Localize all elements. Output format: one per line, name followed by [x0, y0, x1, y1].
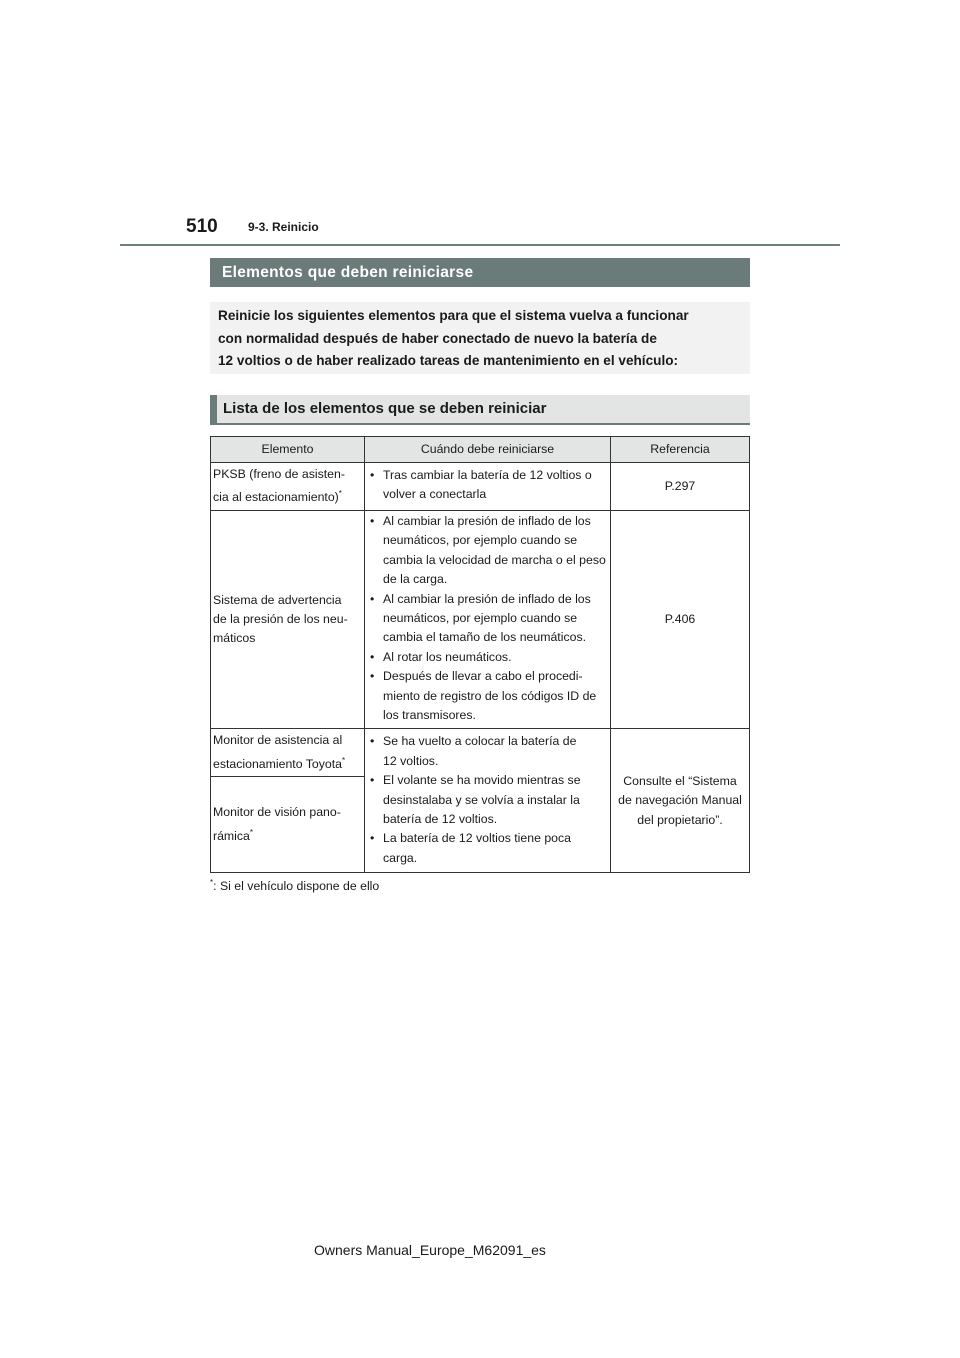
table-header-row [211, 437, 750, 463]
column-header: Referencia [611, 437, 750, 463]
section-banner: Elementos que deben reiniciarse [210, 258, 750, 287]
table-row [211, 510, 750, 728]
text-line: neumáticos, por ejemplo cuando se [383, 533, 578, 548]
text-line: estacionamiento Toyota* [213, 755, 346, 771]
header-divider [120, 244, 840, 246]
text-line: • Al rotar los neumáticos. [383, 649, 512, 664]
footnote [210, 878, 379, 893]
bullet-item [367, 829, 608, 868]
text-line: volver a conectarla [383, 487, 487, 502]
item-cell [211, 729, 365, 777]
column-header: Elemento [211, 437, 365, 463]
text-line: cambia el tamaño de los neumáticos. [383, 630, 587, 645]
intro-line: 12 voltios o de haber realizado tareas de mantenimiento en el vehículo: [218, 353, 679, 368]
bullet-item [367, 732, 608, 771]
text-line: • Al cambiar la presión de inflado de los [383, 591, 591, 606]
table-row [211, 463, 750, 511]
text-line: Consulte el “Sistema [623, 773, 737, 788]
when-cell [365, 729, 611, 873]
text-line: Monitor de asistencia al [213, 733, 343, 748]
when-cell [365, 463, 611, 511]
bullet-item [367, 771, 608, 829]
text-line: • Tras cambiar la batería de 12 voltios o [383, 468, 592, 482]
bullet-item [367, 466, 608, 505]
text-line: de la carga. [383, 572, 448, 587]
item-cell [211, 510, 365, 728]
text-line: • El volante se ha movido mientras se [383, 773, 581, 788]
subsection-banner: Lista de los elementos que se deben reiniciar [210, 395, 750, 425]
intro-line: Reinicie los siguientes elementos para que el sistema vuelva a funcionar [218, 308, 689, 323]
reference-cell: P.406 [611, 510, 750, 728]
text-line: 12 voltios. [383, 753, 439, 768]
text-line: PKSB (freno de asisten- [213, 467, 345, 481]
bullet-item [367, 648, 608, 667]
text-line: batería de 12 voltios. [383, 812, 498, 826]
reset-items-table [210, 436, 750, 873]
footnote-text: : Si el vehículo dispone de ello [213, 879, 380, 894]
text-line: desinstalaba y se volvía a instalar la [383, 792, 580, 807]
text-line: máticos [213, 631, 256, 646]
text-line: • La batería de 12 voltios tiene poca [383, 831, 572, 846]
table-row [211, 729, 750, 777]
text-line: de navegación Manual [618, 793, 742, 808]
item-cell [211, 463, 365, 511]
column-header: Cuándo debe reiniciarse [365, 437, 611, 463]
text-line: Sistema de advertencia [213, 592, 342, 607]
footnote-mark: * [210, 878, 214, 887]
item-cell [211, 777, 365, 873]
text-line: cia al estacionamiento)* [213, 489, 342, 505]
bullet-item [367, 590, 608, 648]
text-line: Monitor de visión pano- [213, 805, 341, 820]
text-line: miento de registro de los códigos ID de [383, 688, 597, 703]
intro-box [210, 302, 750, 374]
text-line: los transmisores. [383, 707, 476, 722]
text-line: neumáticos, por ejemplo cuando se [383, 610, 578, 625]
bullet-item [367, 667, 608, 725]
reference-cell [611, 729, 750, 873]
text-line: • Al cambiar la presión de inflado de los [383, 513, 591, 528]
page-footer: Owners Manual_Europe_M62091_es [314, 1242, 546, 1258]
text-line: de la presión de los neu- [213, 611, 348, 626]
section-title: 9-3. Reinicio [248, 220, 319, 234]
text-line: • Se ha vuelto a colocar la batería de [383, 734, 577, 749]
text-line: del propietario”. [637, 812, 723, 827]
text-line: cambia la velocidad de marcha o el peso [383, 552, 606, 567]
bullet-item [367, 512, 608, 590]
intro-line: con normalidad después de haber conectado de nuevo la batería de [218, 330, 657, 346]
text-line: rámica* [213, 827, 254, 843]
text-line: carga. [383, 850, 418, 865]
page-number: 510 [186, 216, 218, 237]
text-line: • Después de llevar a cabo el procedi- [383, 669, 583, 684]
reference-cell: P.297 [611, 463, 750, 511]
when-cell [365, 510, 611, 728]
